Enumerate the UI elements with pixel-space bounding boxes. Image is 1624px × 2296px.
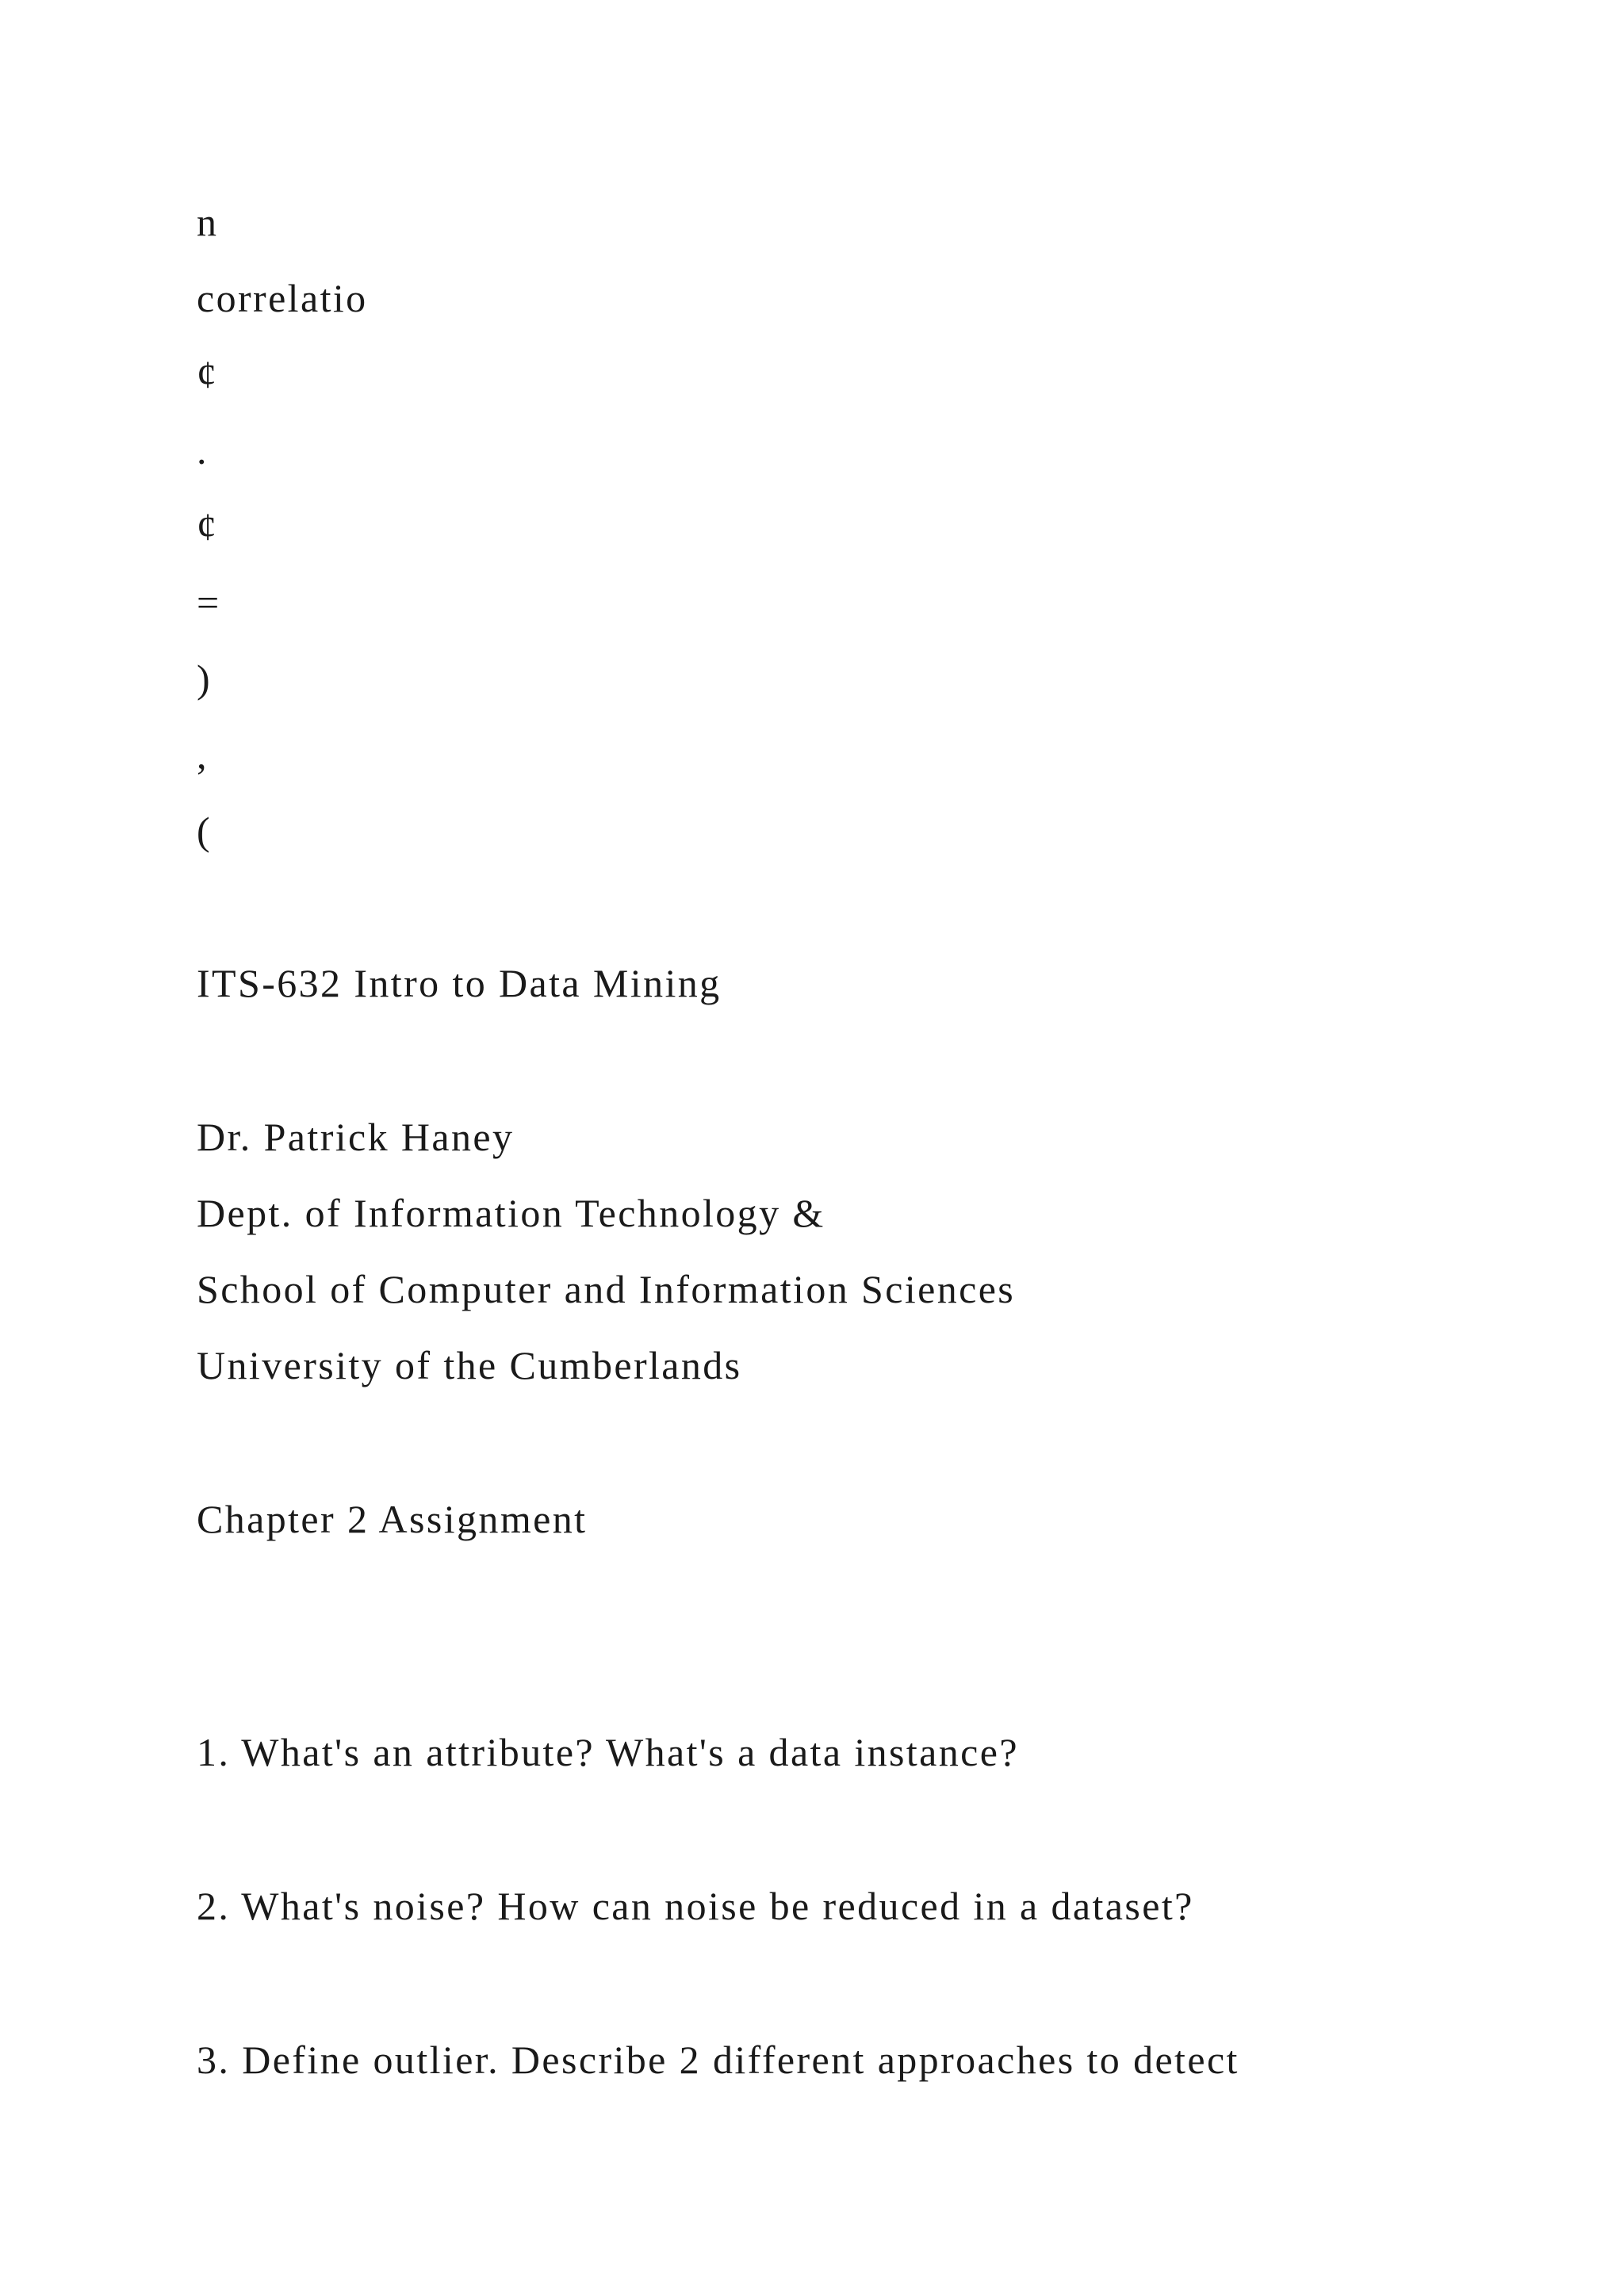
fragment-line: ¢ [197, 352, 219, 396]
fragment-line: n [197, 200, 219, 244]
fragment-line: ( [197, 809, 213, 853]
instructor-name: Dr. Patrick Haney [197, 1115, 515, 1159]
question-item: 3. Define outlier. Describe 2 different approaches to detect [197, 2038, 1239, 2082]
fragment-line: . [197, 428, 209, 473]
question-item: 1. What's an attribute? What's a data instance? [197, 1730, 1019, 1774]
fragment-line: , [197, 733, 209, 777]
instructor-university: University of the Cumberlands [197, 1343, 742, 1387]
fragment-line: correlatio [197, 276, 368, 320]
fragment-line: ) [197, 656, 213, 701]
assignment-title: Chapter 2 Assignment [197, 1497, 588, 1541]
instructor-school: School of Computer and Information Sciences [197, 1267, 1016, 1311]
course-title: ITS-632 Intro to Data Mining [197, 961, 722, 1005]
fragment-line: ¢ [197, 504, 219, 549]
fragment-line: = [197, 580, 221, 625]
instructor-dept: Dept. of Information Technology & [197, 1191, 825, 1235]
question-item: 2. What's noise? How can noise be reduced in a dataset? [197, 1884, 1194, 1928]
